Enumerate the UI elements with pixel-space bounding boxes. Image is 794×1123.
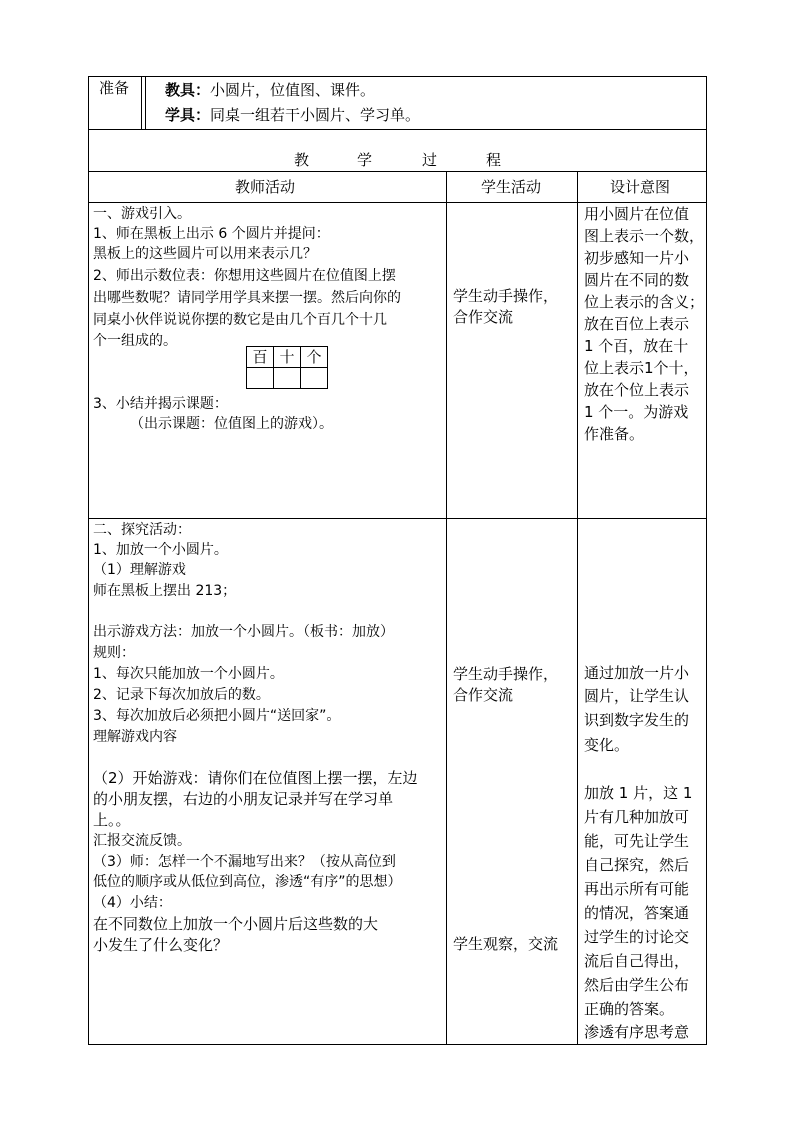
student-tools-label: 学具：	[165, 106, 211, 124]
header-student-activity: 学生活动	[481, 178, 542, 196]
r2-teacher-line-12: （2）开始游戏：请你们在位值图上摆一摆，左边	[93, 769, 418, 787]
r1-design-line-6: 1 个百，放在十	[584, 337, 689, 355]
r1-teacher-line-0: 一、游戏引入。	[93, 206, 191, 222]
r2-design-line-2: 识到数字发生的	[584, 711, 690, 729]
r2-teacher-line-8: 2、记录下每次加放后的数。	[93, 687, 270, 703]
r2-teacher-line-15: 汇报交流反馈。	[93, 833, 191, 849]
table-border-top	[88, 76, 707, 77]
r1-design-line-1: 图上表示一个数，	[584, 227, 705, 245]
pv-header-tens: 十	[274, 347, 301, 368]
r1-teacher-after-1: （出示课题：位值图上的游戏）。	[130, 416, 333, 432]
pv-cell-tens	[274, 368, 301, 389]
row-divider-sections	[88, 518, 707, 519]
table-border-left	[88, 76, 89, 1045]
pv-header-ones: 个	[301, 347, 328, 368]
teacher-tools-text: 小圆片，位值图、课件。	[210, 81, 376, 99]
r2-teacher-line-6: 规则：	[93, 645, 135, 661]
r2-design-line-1: 圆片，让学生认	[584, 687, 690, 705]
r2-teacher-line-19: 在不同数位上加放一个小圆片后这些数的大	[93, 915, 379, 933]
r1-design-line-0: 用小圆片在位值	[584, 205, 690, 223]
r1-student-line-1: 合作交流	[453, 308, 514, 326]
r2-teacher-line-13: 的小朋友摆，右边的小朋友记录并写在学习单	[93, 790, 394, 808]
student-tools-text: 同桌一组若干小圆片、学习单。	[210, 106, 421, 124]
r2-design2-line-0: 加放 1 片，这 1	[584, 784, 693, 802]
teacher-tools-label: 教具：	[165, 81, 211, 99]
r2-design-line-0: 通过加放一片小	[584, 664, 690, 682]
r2-student-line-1: 合作交流	[453, 686, 514, 704]
row-divider-title	[88, 171, 707, 172]
r1-design-line-2: 初步感知一片小	[584, 249, 690, 267]
r2-design2-line-10: 渗透有序思考意	[584, 1023, 690, 1041]
r2-design2-line-9: 正确的答案。	[584, 1000, 675, 1018]
r2-teacher-line-18: （4）小结：	[93, 895, 172, 911]
r2-design2-line-7: 流后自己得出，	[584, 952, 690, 970]
student-tools	[165, 105, 420, 125]
place-value-chart	[246, 346, 328, 389]
r1-design-line-9: 1 个一。为游戏	[584, 403, 689, 421]
r2-teacher-line-5: 出示游戏方法：加放一个小圆片。（板书：加放）	[93, 624, 394, 640]
r2-teacher-line-10: 理解游戏内容	[93, 729, 177, 745]
r2-teacher-line-2: （1）理解游戏	[93, 562, 186, 578]
r1-teacher-line-2: 黑板上的这些圆片可以用来表示几？	[93, 246, 317, 262]
r2-design2-line-2: 能，可先让学生	[584, 832, 690, 850]
r2-teacher-line-16: （3）师：怎样一个不漏地写出来？（按从高位到	[93, 854, 396, 870]
process-title-char-2: 学	[357, 151, 373, 169]
pv-cell-ones	[301, 368, 328, 389]
header-teacher-activity: 教师活动	[235, 178, 296, 196]
col-divider-2	[577, 171, 578, 1045]
r2-teacher-line-14: 上。。	[93, 811, 131, 829]
process-title-char-4: 程	[486, 151, 502, 169]
prep-divider	[141, 76, 142, 129]
r2-design2-line-6: 过学生的讨论交	[584, 928, 690, 946]
r2-teacher-line-9: 3、每次加放后必须把小圆片“送回家”。	[93, 708, 341, 724]
r1-teacher-line-4: 出哪些数呢？请同学用学具来摆一摆。然后向你的	[93, 290, 401, 306]
r2-teacher-line-3: 师在黑板上摆出 213；	[93, 583, 237, 599]
r1-design-line-4: 位上表示的含义；	[584, 293, 705, 311]
r2-design2-line-8: 然后由学生公布	[584, 976, 690, 994]
r1-teacher-line-1: 1、师在黑板上出示 6 个圆片并提问：	[93, 226, 330, 242]
process-title-char-3: 过	[422, 151, 438, 169]
row-divider-header	[88, 202, 707, 203]
pv-header-hundreds: 百	[247, 347, 274, 368]
r2-design2-line-3: 自己探究，然后	[584, 856, 690, 874]
r2-teacher-line-1: 1、加放一个小圆片。	[93, 542, 228, 558]
r1-teacher-after-0: 3、小结并揭示课题：	[93, 396, 228, 412]
col-divider-1	[446, 171, 447, 1045]
r1-design-line-10: 作准备。	[584, 425, 645, 443]
table-border-right	[706, 76, 707, 1045]
r2-design2-line-4: 再出示所有可能	[584, 880, 690, 898]
r1-design-line-8: 放在个位上表示	[584, 381, 690, 399]
r2-teacher-line-20: 小发生了什么变化？	[93, 936, 229, 954]
row-divider-prep	[88, 129, 707, 130]
prep-label: 准备	[99, 79, 130, 97]
r1-teacher-line-6: 个一组成的。	[93, 333, 177, 349]
r2-design2-line-5: 的情况，答案通	[584, 904, 690, 922]
header-design-intent: 设计意图	[610, 178, 671, 196]
r2-student-line-2: 学生观察，交流	[453, 935, 559, 953]
r1-design-line-5: 放在百位上表示	[584, 315, 690, 333]
r2-student-line-0: 学生动手操作，	[453, 665, 559, 683]
process-title-char-1: 教	[294, 151, 310, 169]
r1-design-line-3: 圆片在不同的数	[584, 271, 690, 289]
r1-teacher-line-3: 2、师出示数位表：你想用这些圆片在位值图上摆	[93, 268, 396, 284]
r1-design-line-7: 位上表示1个十，	[584, 359, 699, 377]
r2-teacher-line-17: 低位的顺序或从低位到高位，渗透“有序”的思想）	[93, 874, 402, 890]
r2-design-line-3: 变化。	[584, 736, 630, 754]
r2-teacher-line-0: 二、探究活动：	[93, 522, 191, 538]
prep-inner-divider	[145, 76, 146, 129]
r1-student-line-0: 学生动手操作，	[453, 287, 559, 305]
r1-teacher-line-5: 同桌小伙伴说说你摆的数它是由几个百几个十几	[93, 312, 387, 328]
pv-cell-hundreds	[247, 368, 274, 389]
r2-teacher-line-7: 1、每次只能加放一个小圆片。	[93, 666, 284, 682]
teacher-tools	[165, 80, 375, 100]
r2-design2-line-1: 片有几种加放可	[584, 808, 690, 826]
table-border-bottom	[88, 1044, 707, 1045]
